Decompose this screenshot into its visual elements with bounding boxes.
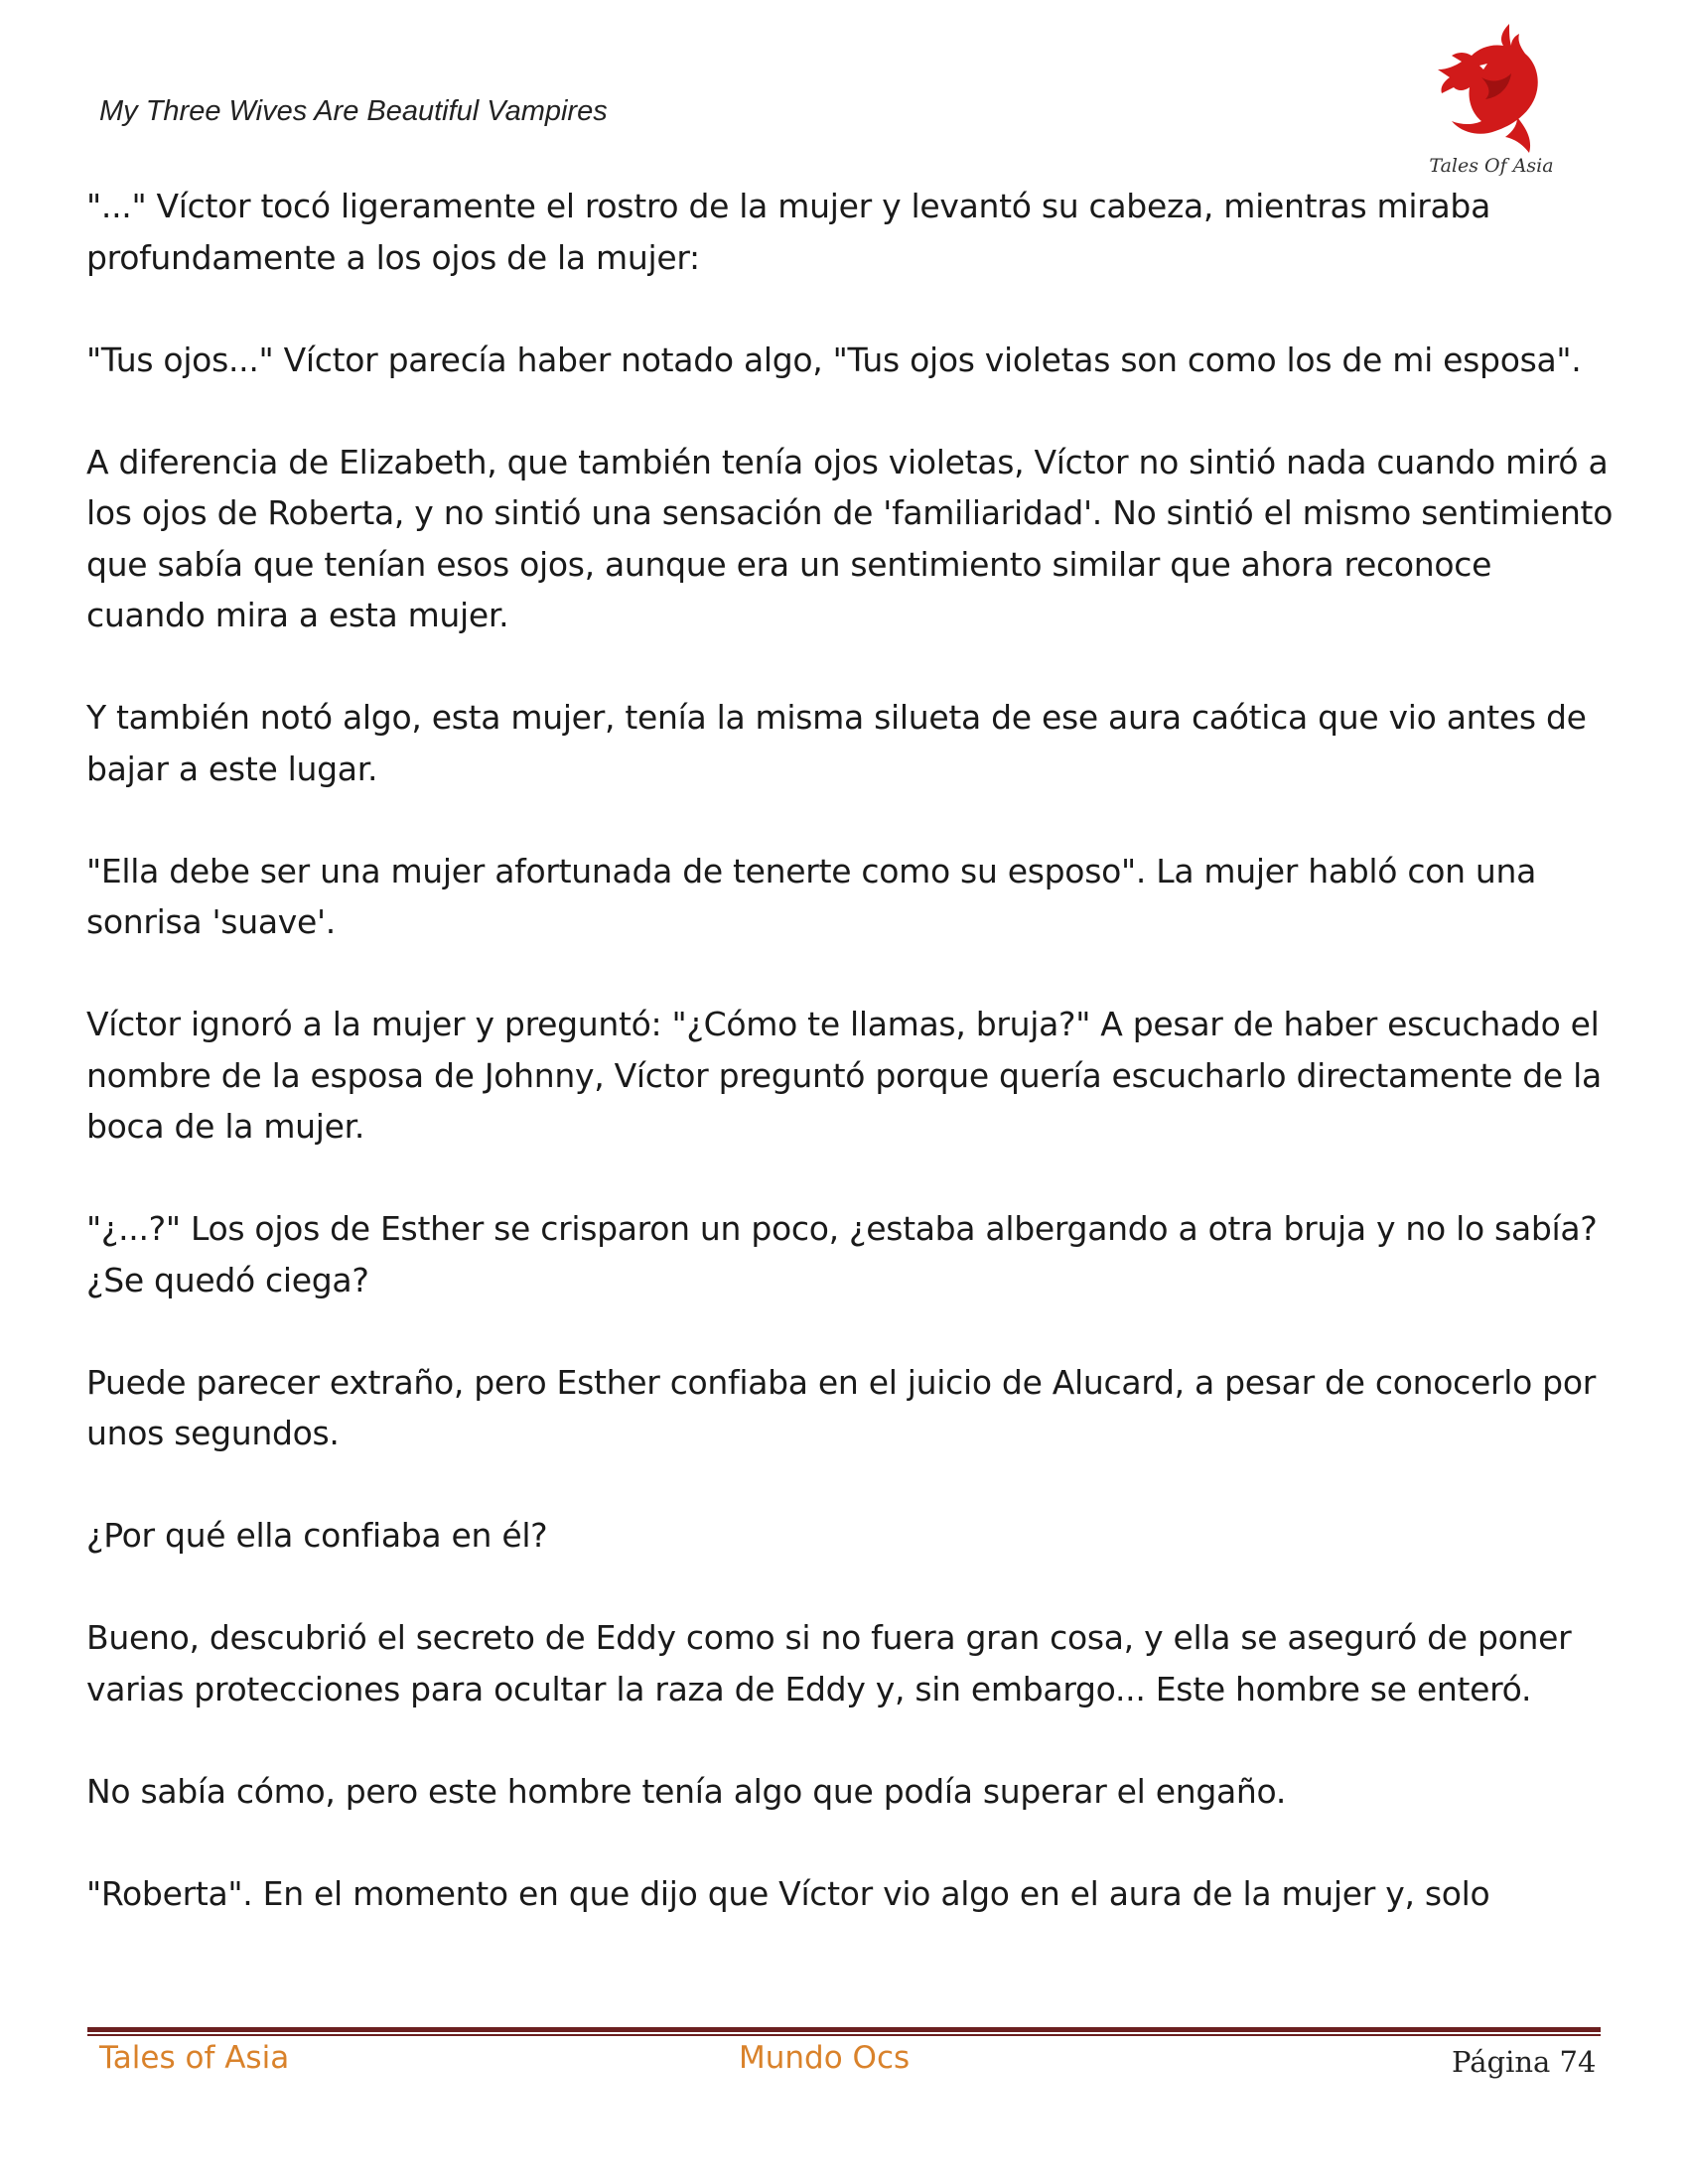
paragraph: Puede parecer extraño, pero Esther confiaba en el juicio de Alucard, a pesar de conocerlo por unos segundos. [86,1362,1596,1452]
paragraph: "Roberta". En el momento en que dijo que Víctor vio algo en el aura de la mujer y, solo [86,1873,1490,1913]
paragraph: "Tus ojos..." Víctor parecía haber notado algo, "Tus ojos violetas son como los de mi esposa". [86,340,1582,379]
paragraph: No sabía cómo, pero este hombre tenía algo que podía superar el engaño. [86,1771,1287,1811]
footer-divider-thin [87,2034,1601,2036]
paragraph: Víctor ignoró a la mujer y preguntó: "¿Cómo te llamas, bruja?" A pesar de haber escuchado el nombre de la esposa de Johnny, Víctor preguntó porque quería escucharlo directamente de la boca de la mujer. [86,1005,1602,1146]
footer-divider [87,2027,1601,2032]
tales-of-asia-logo [1422,18,1561,182]
paragraph: Y también notó algo, esta mujer, tenía la misma silueta de ese aura caótica que vio antes de bajar a este lugar. [86,698,1587,788]
red-dragon-icon [1422,18,1561,162]
page-number: Página 74 [1452,2045,1597,2079]
paragraph: Bueno, descubrió el secreto de Eddy como si no fuera gran cosa, y ella se aseguró de poner varias protecciones para ocultar la raza de Eddy y, sin embargo... Este hombre se enteró. [86,1618,1572,1708]
header-title: My Three Wives Are Beautiful Vampires [99,95,608,127]
logo-text: Tales Of Asia [1429,155,1554,177]
footer-section-name: Mundo Ocs [739,2040,911,2076]
body-text [86,181,1616,1919]
paragraph: "..." Víctor tocó ligeramente el rostro de la mujer y levantó su cabeza, mientras miraba profundamente a los ojos de la mujer: [86,187,1490,277]
footer-site-name: Tales of Asia [99,2040,290,2076]
paragraph: "Ella debe ser una mujer afortunada de tenerte como su esposo". La mujer habló con una sonrisa 'suave'. [86,851,1537,941]
paragraph: A diferencia de Elizabeth, que también tenía ojos violetas, Víctor no sintió nada cuando miró a los ojos de Roberta, y no sintió una sensación de 'familiaridad'. No sintió el mismo sentimiento que sabía que tenían esos ojos, aunque era un sentimiento similar que ahora reconoce cuando mira a esta mujer. [86,442,1614,634]
paragraph: "¿...?" Los ojos de Esther se crisparon un poco, ¿estaba albergando a otra bruja y no lo sabía? ¿Se quedó ciega? [86,1209,1598,1299]
paragraph: ¿Por qué ella confiaba en él? [86,1516,548,1555]
